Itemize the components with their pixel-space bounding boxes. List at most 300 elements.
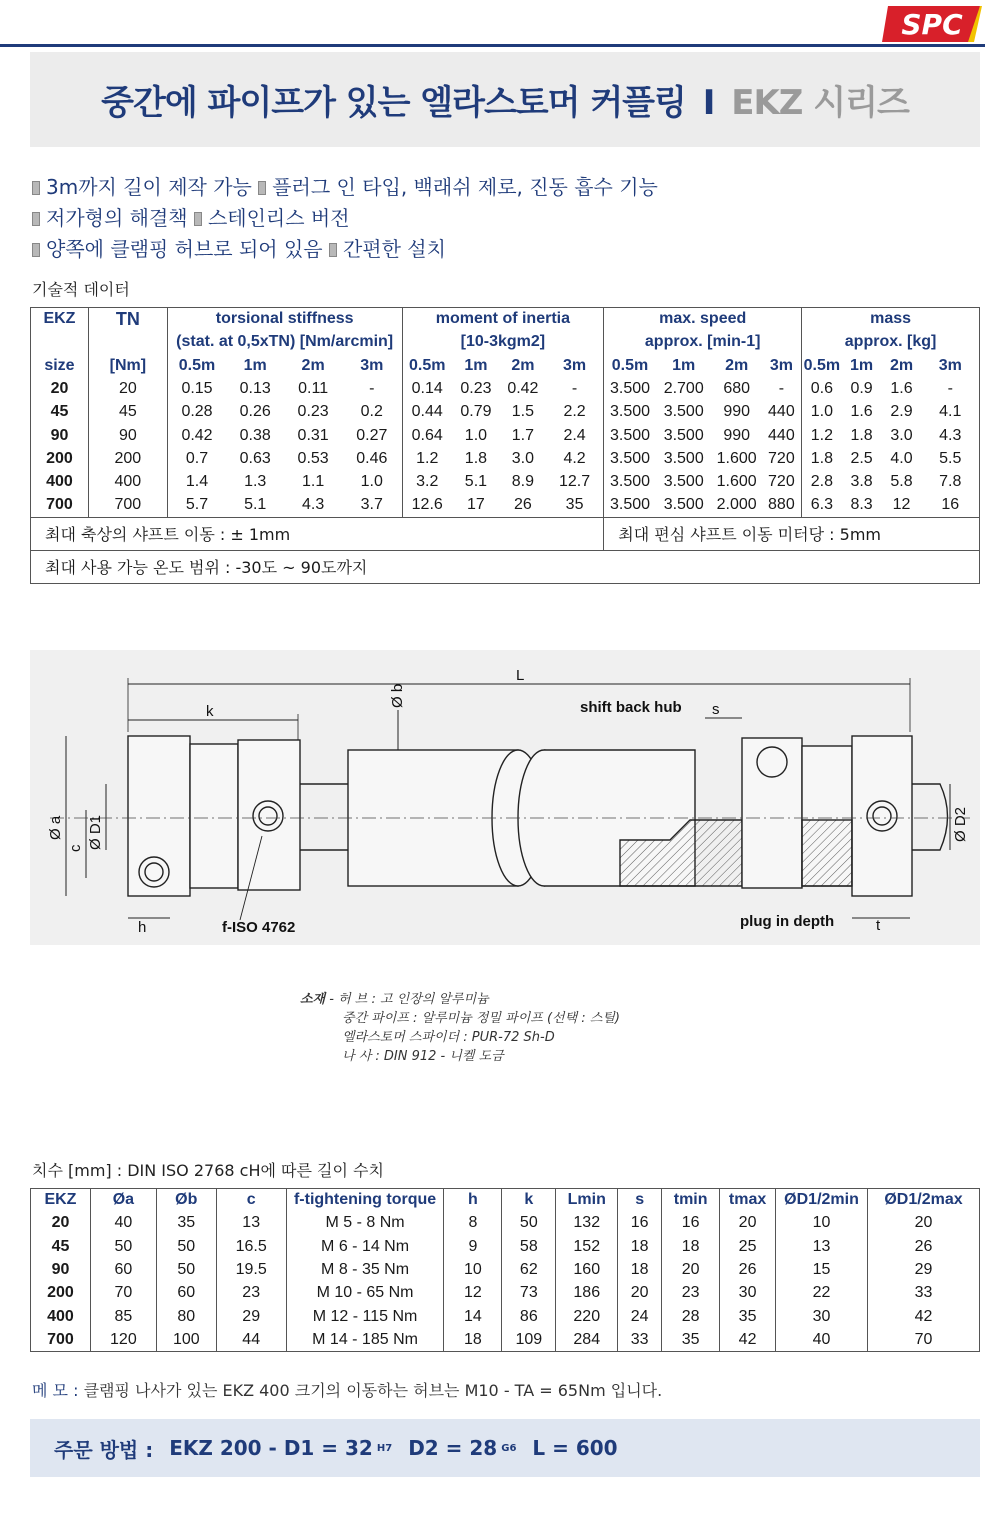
tech-cell: 0.13 bbox=[239, 380, 271, 398]
dims-row bbox=[31, 1305, 980, 1328]
dims-cell: 60 bbox=[90, 1258, 156, 1281]
th-length: 0.5m bbox=[167, 354, 226, 377]
label-d2: Ø D2 bbox=[952, 806, 969, 842]
tech-cell: 0.15 bbox=[167, 377, 226, 400]
tech-cell: 0.14 bbox=[402, 377, 452, 400]
dims-header: ØD1/2min bbox=[776, 1189, 868, 1212]
tech-cell-size: 90 bbox=[31, 424, 89, 447]
tech-cell: 7.8 bbox=[922, 471, 980, 494]
dims-cell: M 14 - 185 Nm bbox=[286, 1328, 444, 1351]
dims-header: f-tightening torque bbox=[286, 1189, 444, 1212]
dims-cell: 40 bbox=[90, 1212, 156, 1235]
dims-cell: 13 bbox=[216, 1212, 286, 1235]
dims-cell: 109 bbox=[502, 1328, 556, 1351]
label-a: Ø a bbox=[47, 815, 64, 840]
dims-cell: 100 bbox=[156, 1328, 216, 1351]
tech-cell: 0.26 bbox=[239, 403, 271, 421]
tech-cell: 3.7 bbox=[360, 496, 383, 514]
dims-cell: 220 bbox=[556, 1305, 618, 1328]
dims-cell: 30 bbox=[720, 1282, 776, 1305]
note-axial-shift: 최대 축상의 샤프트 이동 : ± 1mm bbox=[31, 517, 604, 550]
dims-header: EKZ bbox=[31, 1189, 91, 1212]
dims-cell: 16.5 bbox=[216, 1235, 286, 1258]
tech-cell: 1.6 bbox=[890, 380, 913, 398]
tech-cell: 1.600 bbox=[716, 473, 757, 491]
feature-item: 3m까지 길이 제작 가능 bbox=[46, 175, 252, 199]
th-size: size bbox=[31, 354, 89, 377]
tech-cell: 4.3 bbox=[922, 424, 980, 447]
tech-cell: 680 bbox=[723, 380, 751, 398]
tech-cell: 0.64 bbox=[402, 424, 452, 447]
tech-cell: 3.0 bbox=[890, 426, 913, 444]
dims-cell: 80 bbox=[156, 1305, 216, 1328]
tech-row bbox=[31, 424, 980, 447]
tech-cell: 1.7 bbox=[511, 426, 534, 444]
tech-cell: 0.79 bbox=[460, 403, 492, 421]
material-notes: 소재 - 허 브 : 고 인장의 알루미늄 중간 파이프 : 알루미늄 정밀 파이프 (선택 : 스틸) 엘라스토머 스파이더 : PUR-72 Sh-D 나 사 : DIN 912 - 니켈 도금 bbox=[300, 992, 621, 1064]
tech-cell: 8.9 bbox=[511, 473, 534, 491]
tech-cell: 3.500 bbox=[663, 449, 704, 467]
tech-cell: 35 bbox=[565, 496, 584, 514]
tech-cell: 4.2 bbox=[563, 449, 586, 467]
spc-logo bbox=[882, 4, 982, 44]
label-b: Ø b bbox=[389, 683, 406, 708]
tech-row bbox=[31, 494, 980, 517]
tech-cell: 990 bbox=[723, 426, 751, 444]
dims-row bbox=[31, 1258, 980, 1281]
tech-cell: 20 bbox=[88, 377, 167, 400]
dims-cell: 58 bbox=[502, 1235, 556, 1258]
dims-cell: 19.5 bbox=[216, 1258, 286, 1281]
dims-row bbox=[31, 1282, 980, 1305]
th-length: 1m bbox=[464, 356, 488, 374]
tech-cell: 0.23 bbox=[460, 380, 492, 398]
tech-cell: 4.1 bbox=[922, 401, 980, 424]
feature-item: 저가형의 해결책 bbox=[46, 206, 188, 230]
dims-header: s bbox=[618, 1189, 662, 1212]
tech-cell: 200 bbox=[88, 447, 167, 470]
dims-cell: 70 bbox=[868, 1328, 980, 1351]
dims-cell: 35 bbox=[662, 1328, 720, 1351]
dims-row bbox=[31, 1328, 980, 1351]
dims-cell: 10 bbox=[444, 1258, 502, 1281]
dims-cell: 18 bbox=[662, 1235, 720, 1258]
tech-cell: 2.9 bbox=[890, 403, 913, 421]
th-nm: [Nm] bbox=[88, 354, 167, 377]
tech-cell: 17 bbox=[467, 496, 485, 514]
dims-cell: 70 bbox=[90, 1282, 156, 1305]
th-stiffness-unit: (stat. at 0,5xTN) [Nm/arcmin] bbox=[167, 331, 402, 354]
dims-cell: 44 bbox=[216, 1328, 286, 1351]
tech-cell-size: 700 bbox=[31, 494, 89, 517]
feature-line bbox=[32, 234, 972, 265]
bullet-icon bbox=[32, 212, 40, 226]
tech-cell: 0.53 bbox=[297, 449, 329, 467]
memo-text: 클램핑 나사가 있는 EKZ 400 크기의 이동하는 허브는 M10 - TA = 65Nm 입니다. bbox=[83, 1381, 663, 1400]
dims-header: ØD1/2max bbox=[868, 1189, 980, 1212]
tech-cell: 3.500 bbox=[604, 494, 656, 517]
dims-cell: 42 bbox=[720, 1328, 776, 1351]
dims-cell: M 5 - 8 Nm bbox=[286, 1212, 444, 1235]
feature-item: 스테인리스 버전 bbox=[207, 206, 350, 230]
tech-cell: 3.500 bbox=[604, 377, 656, 400]
tech-cell: 2.5 bbox=[850, 449, 873, 467]
tech-cell: 720 bbox=[768, 449, 795, 467]
tech-cell: 12 bbox=[892, 496, 911, 514]
title-series: EKZ 시리즈 bbox=[731, 83, 909, 123]
bullet-icon bbox=[329, 243, 337, 257]
tech-row bbox=[31, 447, 980, 470]
dims-header: Øb bbox=[156, 1189, 216, 1212]
dims-cell: 30 bbox=[776, 1305, 868, 1328]
note-temperature: 최대 사용 가능 온도 범위 : -30도 ~ 90도까지 bbox=[31, 550, 980, 583]
tech-cell: 700 bbox=[88, 494, 167, 517]
tech-cell-size: 20 bbox=[31, 377, 89, 400]
tech-cell: 45 bbox=[88, 401, 167, 424]
dims-cell: 18 bbox=[618, 1235, 662, 1258]
tech-cell: 26 bbox=[513, 496, 532, 514]
dims-cell: 152 bbox=[556, 1235, 618, 1258]
label-s: s bbox=[712, 701, 720, 718]
dims-cell: 25 bbox=[720, 1235, 776, 1258]
dims-row bbox=[31, 1235, 980, 1258]
tech-cell: 0.31 bbox=[297, 426, 329, 444]
coupling-drawing-svg bbox=[30, 650, 980, 945]
dims-cell: 22 bbox=[776, 1282, 868, 1305]
dims-cell: 13 bbox=[776, 1235, 868, 1258]
tech-cell: 0.46 bbox=[356, 449, 388, 467]
tech-cell: 1.6 bbox=[850, 403, 873, 421]
memo bbox=[32, 1378, 662, 1401]
dims-cell: 50 bbox=[156, 1235, 216, 1258]
dims-cell: 18 bbox=[444, 1328, 502, 1351]
tech-cell: 1.8 bbox=[464, 449, 488, 467]
order-d1-tolerance: H7 bbox=[376, 1442, 393, 1454]
dims-cell: 16 bbox=[662, 1212, 720, 1235]
tech-cell: 5.1 bbox=[464, 473, 488, 491]
dims-cell: 14 bbox=[444, 1305, 502, 1328]
tech-cell: 0.9 bbox=[850, 380, 873, 398]
tech-cell: 2.4 bbox=[563, 426, 586, 444]
top-rule bbox=[0, 44, 985, 47]
feature-item: 플러그 인 타입, 백래쉬 제로, 진동 흡수 기능 bbox=[272, 175, 658, 199]
tech-cell: 1.8 bbox=[802, 447, 842, 470]
tech-cell: 1.1 bbox=[301, 473, 325, 491]
tech-cell: 90 bbox=[88, 424, 167, 447]
tech-cell: 0.11 bbox=[298, 380, 329, 398]
tech-cell: 0.63 bbox=[239, 449, 271, 467]
dims-cell: M 10 - 65 Nm bbox=[286, 1282, 444, 1305]
th-length: 3m bbox=[769, 356, 793, 374]
label-shift-back-hub: shift back hub bbox=[580, 699, 682, 716]
dims-cell: 12 bbox=[444, 1282, 502, 1305]
tech-cell: 400 bbox=[88, 471, 167, 494]
tech-cell: 5.5 bbox=[922, 447, 980, 470]
dims-cell: 20 bbox=[720, 1212, 776, 1235]
dims-cell: 132 bbox=[556, 1212, 618, 1235]
tech-cell: 0.2 bbox=[360, 403, 383, 421]
tech-cell: 2.2 bbox=[563, 403, 586, 421]
tech-cell: 3.500 bbox=[604, 424, 656, 447]
bullet-icon bbox=[32, 243, 40, 257]
tech-cell: 1.8 bbox=[850, 426, 873, 444]
tech-cell: 3.500 bbox=[604, 471, 656, 494]
th-length: 2m bbox=[511, 356, 535, 374]
th-length: 2m bbox=[301, 356, 325, 374]
th-max-speed: max. speed bbox=[604, 308, 802, 331]
feature-item: 간편한 설치 bbox=[342, 237, 446, 261]
tech-cell: 1.3 bbox=[244, 473, 267, 491]
page-title bbox=[101, 75, 909, 124]
tech-cell: - bbox=[922, 377, 980, 400]
tech-cell: 440 bbox=[768, 403, 795, 421]
tech-cell: 3.500 bbox=[663, 403, 704, 421]
th-length: 2m bbox=[889, 356, 914, 374]
dims-heading: 치수 [mm] : DIN ISO 2768 cH에 따른 길이 수치 bbox=[32, 1161, 384, 1180]
th-tn: TN bbox=[88, 308, 167, 331]
tech-cell-size: 200 bbox=[31, 447, 89, 470]
tech-cell: 3.500 bbox=[663, 496, 704, 514]
dims-cell: M 12 - 115 Nm bbox=[286, 1305, 444, 1328]
th-length: 0.5m bbox=[802, 354, 842, 377]
tech-cell: 0.6 bbox=[802, 377, 842, 400]
tech-cell: 1.4 bbox=[167, 471, 226, 494]
th-length: 1m bbox=[672, 356, 696, 374]
label-t: t bbox=[876, 917, 881, 934]
tech-heading: 기술적 데이터 bbox=[32, 280, 130, 299]
tech-cell: - bbox=[778, 380, 785, 398]
tech-cell: 3.500 bbox=[604, 447, 656, 470]
tech-cell: 1.5 bbox=[511, 403, 534, 421]
tech-row bbox=[31, 401, 980, 424]
th-length: 3m bbox=[922, 354, 980, 377]
th-mass: mass bbox=[802, 308, 980, 331]
order-length: L = 600 bbox=[532, 1436, 618, 1460]
tech-data-table bbox=[30, 307, 980, 584]
coupling-drawing bbox=[30, 650, 980, 945]
dims-cell: 33 bbox=[868, 1282, 980, 1305]
tech-cell: 3.500 bbox=[604, 401, 656, 424]
feature-line bbox=[32, 203, 972, 234]
label-d1: Ø D1 bbox=[87, 814, 104, 850]
tech-cell: 1.0 bbox=[464, 426, 488, 444]
dims-cell: 42 bbox=[868, 1305, 980, 1328]
dims-cell: 29 bbox=[868, 1258, 980, 1281]
dims-cell: 28 bbox=[662, 1305, 720, 1328]
tech-cell: 2.700 bbox=[663, 380, 704, 398]
dims-cell-size: 45 bbox=[31, 1235, 91, 1258]
dims-cell: 29 bbox=[216, 1305, 286, 1328]
th-length: 3m bbox=[360, 356, 384, 374]
dims-cell: 20 bbox=[618, 1282, 662, 1305]
dims-cell: 50 bbox=[502, 1212, 556, 1235]
dims-header: c bbox=[216, 1189, 286, 1212]
tech-cell: 4.3 bbox=[301, 496, 325, 514]
label-iso: f-ISO 4762 bbox=[222, 919, 296, 936]
tech-cell: 1.2 bbox=[402, 447, 452, 470]
dims-cell: 26 bbox=[720, 1258, 776, 1281]
dims-cell-size: 400 bbox=[31, 1305, 91, 1328]
dims-cell: 73 bbox=[502, 1282, 556, 1305]
tech-cell: 1.2 bbox=[802, 424, 842, 447]
dims-header: tmin bbox=[662, 1189, 720, 1212]
order-d2-tolerance: G6 bbox=[501, 1442, 517, 1454]
th-length: 0.5m bbox=[402, 354, 452, 377]
material-label: 소재 bbox=[300, 992, 326, 1007]
dims-cell: 10 bbox=[776, 1212, 868, 1235]
dims-cell: 284 bbox=[556, 1328, 618, 1351]
material-line: 나 사 : DIN 912 - 니켈 도금 bbox=[342, 1049, 504, 1064]
dims-cell-size: 200 bbox=[31, 1282, 91, 1305]
th-length: 2m bbox=[725, 356, 749, 374]
dims-header: Lmin bbox=[556, 1189, 618, 1212]
tech-cell: 1.0 bbox=[802, 401, 842, 424]
order-model: EKZ 200 - D1 = 32 bbox=[169, 1436, 373, 1460]
tech-cell: 5.1 bbox=[244, 496, 267, 514]
note-eccentric-shift: 최대 편심 샤프트 이동 미터당 : 5mm bbox=[604, 517, 980, 550]
material-line: 허 브 : 고 인장의 알루미늄 bbox=[338, 992, 489, 1007]
dims-header: k bbox=[502, 1189, 556, 1212]
dims-cell: 86 bbox=[502, 1305, 556, 1328]
memo-label: 메 모 : bbox=[32, 1381, 79, 1400]
dims-cell-size: 20 bbox=[31, 1212, 91, 1235]
dims-cell: 160 bbox=[556, 1258, 618, 1281]
dims-cell: 16 bbox=[618, 1212, 662, 1235]
th-torsional-stiffness: torsional stiffness bbox=[167, 308, 402, 331]
th-length: 0.5m bbox=[604, 354, 656, 377]
tech-cell: 0.7 bbox=[167, 447, 226, 470]
tech-cell: 5.7 bbox=[167, 494, 226, 517]
bullet-icon bbox=[32, 181, 40, 195]
tech-cell: 440 bbox=[768, 426, 795, 444]
tech-cell: 3.500 bbox=[663, 426, 704, 444]
dims-cell: 24 bbox=[618, 1305, 662, 1328]
order-example bbox=[30, 1419, 980, 1477]
bullet-icon bbox=[258, 181, 266, 195]
dims-cell: 50 bbox=[90, 1235, 156, 1258]
tech-cell: 3.8 bbox=[850, 473, 873, 491]
bullet-icon bbox=[194, 212, 202, 226]
tech-cell-size: 400 bbox=[31, 471, 89, 494]
dims-cell: M 8 - 35 Nm bbox=[286, 1258, 444, 1281]
tech-cell: 2.000 bbox=[716, 496, 757, 514]
dims-cell: 120 bbox=[90, 1328, 156, 1351]
dims-cell: 9 bbox=[444, 1235, 502, 1258]
feature-item: 양쪽에 클램핑 허브로 되어 있음 bbox=[46, 237, 323, 261]
dims-cell: 35 bbox=[720, 1305, 776, 1328]
tech-row bbox=[31, 471, 980, 494]
tech-cell: 3.0 bbox=[511, 449, 534, 467]
tech-cell: 720 bbox=[768, 473, 795, 491]
th-ekz: EKZ bbox=[31, 308, 89, 331]
label-c: c bbox=[67, 844, 84, 852]
tech-cell: 1.0 bbox=[360, 473, 383, 491]
material-line: 중간 파이프 : 알루미늄 정밀 파이프 (선택 : 스틸) bbox=[342, 1011, 621, 1026]
dims-cell: 85 bbox=[90, 1305, 156, 1328]
dims-cell-size: 700 bbox=[31, 1328, 91, 1351]
tech-cell: 4.0 bbox=[890, 449, 913, 467]
th-length: 1m bbox=[850, 356, 874, 374]
dims-cell: 26 bbox=[868, 1235, 980, 1258]
tech-cell: 6.3 bbox=[802, 494, 842, 517]
dims-cell: 20 bbox=[868, 1212, 980, 1235]
dims-cell-size: 90 bbox=[31, 1258, 91, 1281]
tech-cell: 990 bbox=[723, 403, 751, 421]
th-length: 1m bbox=[243, 356, 267, 374]
tech-cell-size: 45 bbox=[31, 401, 89, 424]
tech-cell: 2.8 bbox=[802, 471, 842, 494]
tech-cell: - bbox=[369, 380, 375, 398]
dims-cell: 33 bbox=[618, 1328, 662, 1351]
top-bar bbox=[0, 0, 1000, 50]
dims-cell: 60 bbox=[156, 1282, 216, 1305]
dims-row bbox=[31, 1212, 980, 1235]
th-mass-unit: approx. [kg] bbox=[802, 331, 980, 354]
tech-cell: 880 bbox=[768, 496, 795, 514]
dims-cell: 35 bbox=[156, 1212, 216, 1235]
title-banner bbox=[30, 52, 980, 147]
th-speed-unit: approx. [min-1] bbox=[604, 331, 802, 354]
dims-cell: 186 bbox=[556, 1282, 618, 1305]
th-moment-of-inertia: moment of inertia bbox=[402, 308, 604, 331]
tech-cell: - bbox=[571, 380, 578, 398]
feature-list bbox=[32, 172, 972, 265]
tech-cell: 12.7 bbox=[559, 473, 591, 491]
label-k: k bbox=[206, 703, 214, 720]
material-line: 엘라스토머 스파이더 : PUR-72 Sh-D bbox=[342, 1030, 555, 1045]
order-d2: D2 = 28 bbox=[408, 1436, 498, 1460]
tech-cell: 3.2 bbox=[402, 471, 452, 494]
title-main: 중간에 파이프가 있는 엘라스토머 커플링 bbox=[101, 83, 686, 123]
dims-header: h bbox=[444, 1189, 502, 1212]
dims-cell: M 6 - 14 Nm bbox=[286, 1235, 444, 1258]
dims-cell: 20 bbox=[662, 1258, 720, 1281]
tech-cell: 0.42 bbox=[167, 424, 226, 447]
feature-line bbox=[32, 172, 972, 203]
tech-cell: 12.6 bbox=[402, 494, 452, 517]
dims-cell: 40 bbox=[776, 1328, 868, 1351]
label-L: L bbox=[516, 667, 525, 684]
tech-cell: 0.44 bbox=[402, 401, 452, 424]
tech-cell: 16 bbox=[922, 494, 980, 517]
tech-cell: 0.38 bbox=[239, 426, 271, 444]
dims-cell: 62 bbox=[502, 1258, 556, 1281]
svg-text:SPC: SPC bbox=[901, 8, 963, 41]
tech-cell: 0.23 bbox=[297, 403, 329, 421]
tech-cell: 0.28 bbox=[167, 401, 226, 424]
tech-cell: 3.500 bbox=[663, 473, 704, 491]
dimensions-table bbox=[30, 1188, 980, 1352]
dims-header: Øa bbox=[90, 1189, 156, 1212]
label-plug-in-depth: plug in depth bbox=[740, 913, 835, 930]
dims-cell: 23 bbox=[216, 1282, 286, 1305]
title-separator: I bbox=[702, 83, 715, 123]
tech-cell: 1.600 bbox=[716, 449, 757, 467]
order-label: 주문 방법 : bbox=[54, 1437, 154, 1462]
tech-cell: 0.42 bbox=[507, 380, 539, 398]
tech-cell: 0.27 bbox=[356, 426, 388, 444]
tech-cell: 8.3 bbox=[850, 496, 873, 514]
th-length: 3m bbox=[563, 356, 587, 374]
dims-header: tmax bbox=[720, 1189, 776, 1212]
label-h: h bbox=[138, 919, 147, 936]
dims-cell: 23 bbox=[662, 1282, 720, 1305]
tech-row bbox=[31, 377, 980, 400]
dims-cell: 8 bbox=[444, 1212, 502, 1235]
th-inertia-unit: [10-3kgm2] bbox=[402, 331, 604, 354]
dims-cell: 50 bbox=[156, 1258, 216, 1281]
dims-cell: 18 bbox=[618, 1258, 662, 1281]
